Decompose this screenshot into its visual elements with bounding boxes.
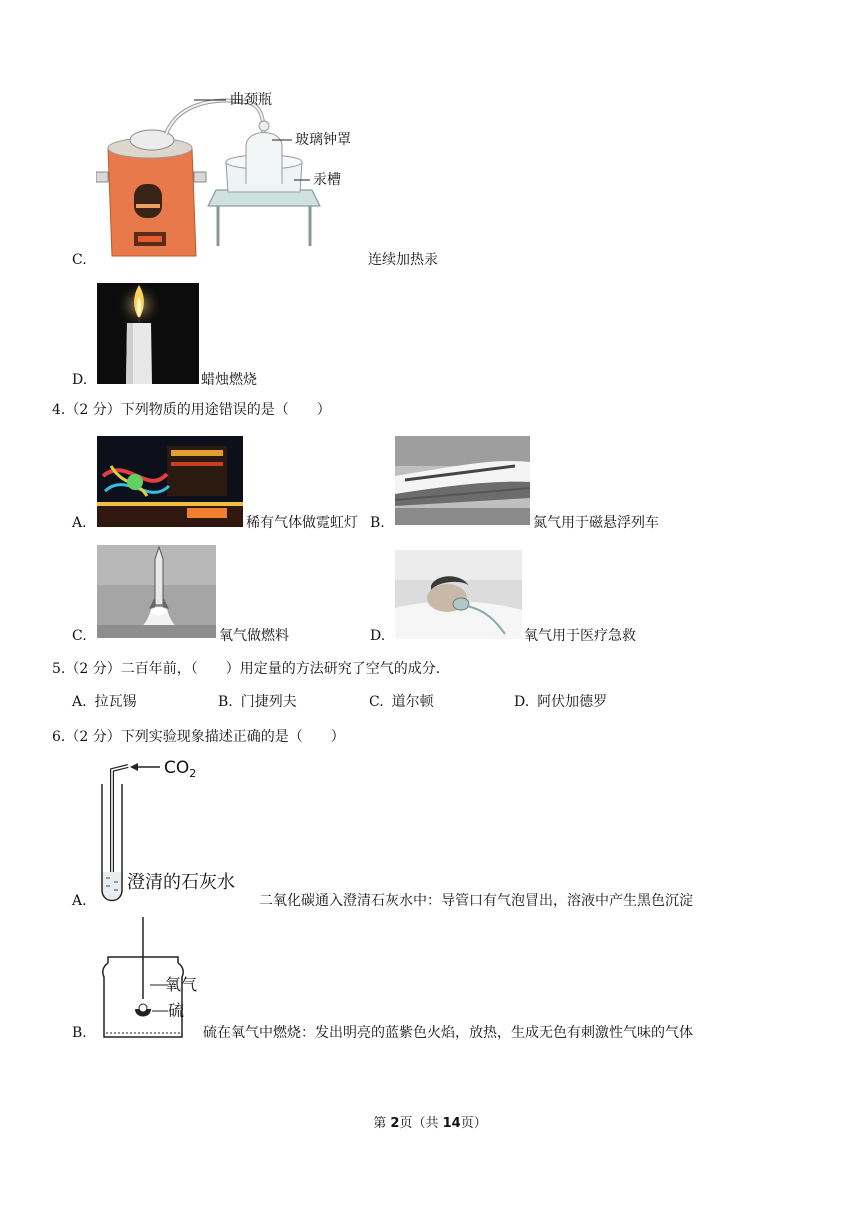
neon-lights-photo (97, 436, 243, 527)
limewater-label: 澄清的石灰水 (127, 872, 235, 893)
q4-stem: 4.（2 分）下列物质的用途错误的是（ ） (52, 402, 331, 418)
page-total: 14 (442, 1116, 461, 1131)
q4-option-d-letter: D. (370, 628, 386, 644)
candle-photo (97, 283, 199, 384)
q4-option-a-letter: A. (72, 515, 87, 531)
q4-option-b-letter: B. (370, 515, 385, 531)
q3-option-d-letter: D. (72, 372, 88, 388)
sulfur-label: 硫 (168, 1001, 185, 1020)
q5-stem: 5.（2 分）二百年前，（ ）用定量的方法研究了空气的成分. (52, 661, 441, 677)
page-number: 2 (390, 1116, 400, 1131)
q4-option-a-text: 稀有气体做霓虹灯 (246, 515, 358, 531)
page-footer: 第 2页（共 14页） (373, 1116, 487, 1131)
q3-option-c-text: 连续加热汞 (368, 252, 438, 268)
flask-label: 曲颈瓶 (230, 92, 272, 108)
q4-option-c-text: 氧气做燃料 (219, 628, 289, 644)
oxygen-therapy-photo (395, 550, 522, 639)
bell-jar-label: 玻璃钟罩 (295, 132, 351, 148)
maglev-train-photo (395, 436, 530, 525)
q6-stem: 6.（2 分）下列实验现象描述正确的是（ ） (52, 729, 345, 745)
q3-option-d-text: 蜡烛燃烧 (201, 372, 257, 388)
q4-option-b-text: 氮气用于磁悬浮列车 (533, 515, 659, 531)
q5-option-d: D. 阿伏加德罗 (514, 694, 608, 710)
q4-option-c-letter: C. (72, 628, 87, 644)
q6-option-b-text: 硫在氧气中燃烧：发出明亮的蓝紫色火焰，放热，生成无色有刺激性气味的气体 (203, 1025, 693, 1041)
q6-option-a-text: 二氧化碳通入澄清石灰水中：导管口有气泡冒出，溶液中产生黑色沉淀 (259, 893, 693, 909)
co2-label: $CO_2$ (164, 758, 197, 780)
q4-option-d-text: 氧气用于医疗急救 (524, 628, 636, 644)
q5-option-a: A. 拉瓦锡 (72, 694, 137, 710)
q6-option-a-letter: A. (72, 893, 87, 909)
q5-option-b: B. 门捷列夫 (218, 694, 297, 710)
trough-label: 汞槽 (313, 172, 341, 188)
q5-option-c: C. 道尔顿 (369, 694, 434, 710)
q6-option-b-letter: B. (72, 1025, 87, 1041)
q3-option-c-letter: C. (72, 252, 87, 268)
oxygen-label: 氧气 (165, 975, 198, 994)
rocket-launch-photo (97, 545, 216, 638)
